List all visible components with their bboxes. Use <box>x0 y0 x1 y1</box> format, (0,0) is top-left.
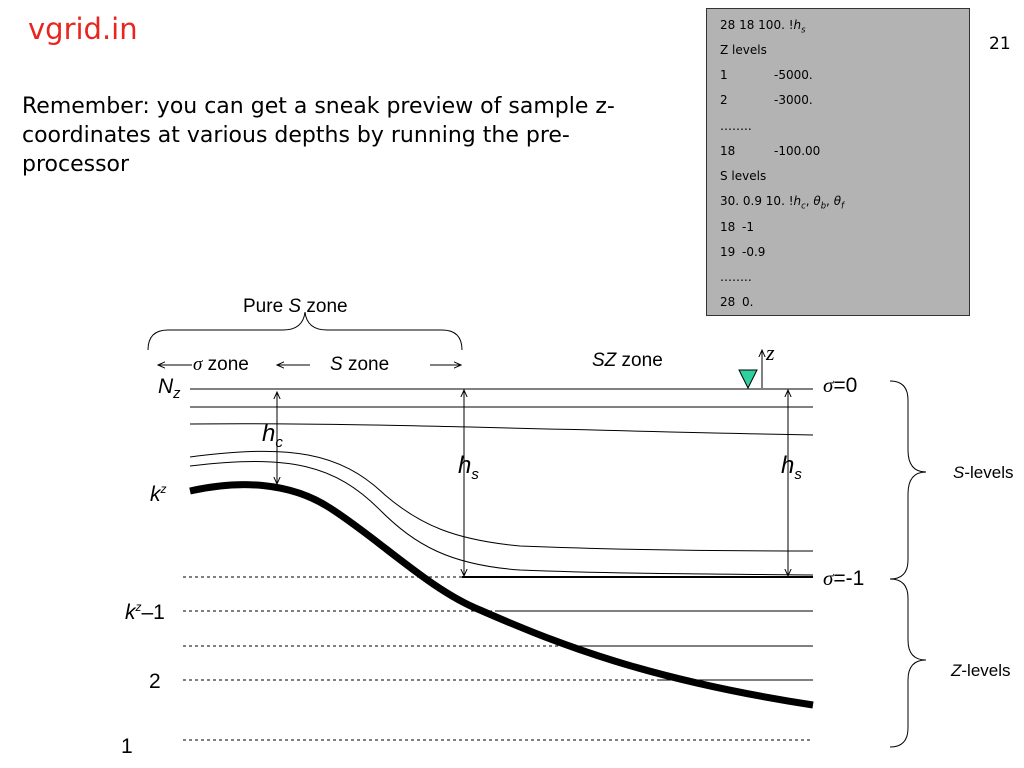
label-symbol: S <box>953 463 965 482</box>
label-symbol: Z <box>951 661 962 680</box>
z-levels-label <box>951 661 1011 681</box>
site-title: vgrid.in <box>28 12 138 46</box>
z-axis-label: z <box>766 340 775 365</box>
label-text: zone <box>616 350 663 371</box>
sigma-zone-label <box>193 354 249 376</box>
sigma-0-label <box>823 373 857 398</box>
label-superscript: z <box>160 482 167 496</box>
s-level-curve <box>190 424 813 435</box>
code-col2: -0.9 <box>742 245 766 259</box>
code-col2: -5000. <box>774 68 813 82</box>
label-text: -levels <box>964 463 1014 482</box>
label-main: h <box>262 420 276 447</box>
label-main: h <box>781 452 795 479</box>
hs-right-label <box>781 452 802 483</box>
label-text: zone <box>342 354 390 375</box>
label-subscript: z <box>173 386 181 403</box>
code-subscript: s <box>801 24 806 35</box>
page-number: 21 <box>989 34 1011 54</box>
label-text: Pure <box>243 296 289 317</box>
code-col2: 0. <box>742 295 754 309</box>
code-col2: -1 <box>742 220 754 234</box>
label-main: k <box>150 483 161 506</box>
code-values: 30. 0.9 10. ! <box>720 194 794 208</box>
code-col1: 18 <box>720 144 736 158</box>
code-col1: 28 <box>720 295 736 309</box>
bottom-bathymetry <box>190 485 813 705</box>
level-2-label: 2 <box>149 670 161 693</box>
sz-zone-label <box>592 350 663 372</box>
hs-mid-label <box>458 452 479 483</box>
hc-label <box>262 420 283 451</box>
label-symbol: SZ <box>592 350 617 371</box>
level-1-label: 1 <box>121 735 133 758</box>
code-subscript: f <box>841 200 844 211</box>
code-col1: 19 <box>720 245 736 259</box>
label-text: =-1 <box>833 567 865 590</box>
code-line-ellipsis: …….. <box>720 119 752 133</box>
label-subscript: s <box>794 465 802 483</box>
label-symbol: σ <box>193 354 203 375</box>
sigma-minus-1-label <box>823 566 864 591</box>
code-col2: -3000. <box>774 93 813 107</box>
s-level-curve <box>190 461 813 575</box>
label-text: =0 <box>833 374 858 397</box>
label-subscript: s <box>471 465 479 483</box>
label-subscript: c <box>275 433 283 451</box>
label-tail: –1 <box>141 601 165 624</box>
label-superscript: z <box>135 600 142 614</box>
code-line-z-levels: Z levels <box>720 43 767 57</box>
label-symbol: S <box>288 296 302 317</box>
code-line-s-levels: S levels <box>720 169 767 183</box>
code-symbol: h <box>793 18 802 32</box>
s-levels-brace <box>890 381 926 579</box>
code-symbol: h <box>793 194 802 208</box>
label-text: -levels <box>961 661 1011 680</box>
code-symbol: θ <box>833 194 842 208</box>
label-symbol: σ <box>823 566 834 590</box>
code-col1: 18 <box>720 220 736 234</box>
code-values: 28 18 100. ! <box>720 18 794 32</box>
label-main: N <box>158 375 174 398</box>
code-subscript: b <box>820 200 827 211</box>
nz-label <box>158 375 181 402</box>
label-text: zone <box>202 354 249 375</box>
free-surface-triangle-icon <box>739 370 757 388</box>
label-symbol: S <box>330 354 343 375</box>
code-subscript: c <box>801 200 806 211</box>
code-symbol: θ <box>813 194 821 208</box>
label-text: zone <box>301 296 348 317</box>
code-col2: -100.00 <box>774 144 821 158</box>
body-text: Remember: you can get a sneak preview of sample z-coordinates at various depths by running the pre-processor <box>22 94 615 177</box>
pure-s-zone-label <box>243 296 348 318</box>
label-main: k <box>125 601 136 624</box>
kz-minus-1-label <box>125 600 165 625</box>
z-levels-brace <box>890 579 926 747</box>
code-col1: 2 <box>720 93 728 107</box>
code-col1: 1 <box>720 68 728 82</box>
label-symbol: σ <box>823 373 834 397</box>
s-zone-label <box>330 354 389 376</box>
kz-label <box>150 482 167 507</box>
s-level-curve <box>190 451 813 551</box>
code-line-ellipsis-2: …….. <box>720 270 752 284</box>
code-line-s-params: 30. 0.9 10. $!h_c$, $\theta_b$, $\theta_f$ <box>720 194 844 211</box>
s-levels-label <box>953 463 1013 483</box>
label-main: h <box>458 452 472 479</box>
